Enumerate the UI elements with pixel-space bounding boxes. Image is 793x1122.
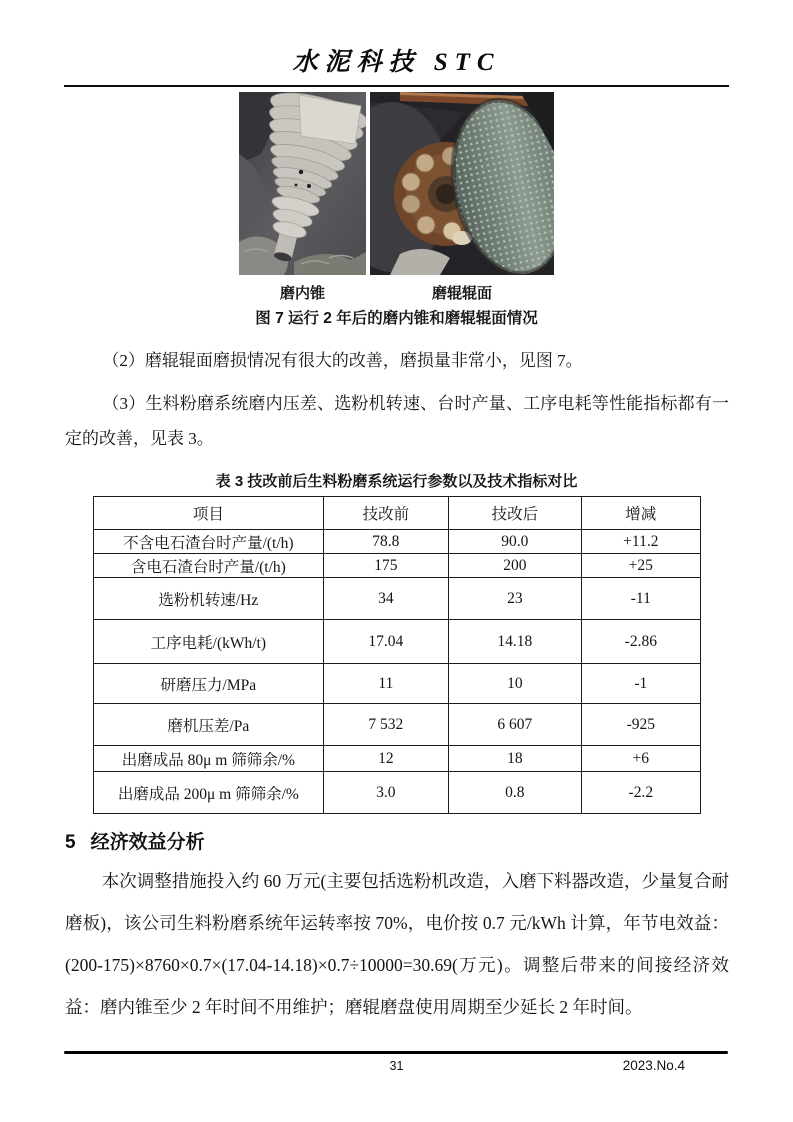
issue-number: 2023.No.4 (622, 1058, 685, 1073)
cell-value: 175 (324, 554, 448, 578)
cell-value: 12 (324, 746, 448, 772)
photo-roller-surface (370, 92, 554, 275)
cell-value: 11 (324, 664, 448, 704)
row-label: 选粉机转速/Hz (93, 578, 324, 620)
row-label: 含电石渣台时产量/(t/h) (93, 554, 324, 578)
table-3 (93, 496, 701, 814)
column-header: 技改前 (324, 497, 448, 530)
footer-rule (64, 1051, 728, 1054)
row-label: 出磨成品 200μ m 筛筛余/% (93, 772, 324, 814)
row-label: 研磨压力/MPa (93, 664, 324, 704)
row-label: 不含电石渣台时产量/(t/h) (93, 530, 324, 554)
cell-value: 18 (448, 746, 582, 772)
cell-value: +11.2 (582, 530, 700, 554)
cell-value: 10 (448, 664, 582, 704)
cell-value: -2.2 (582, 772, 700, 814)
table-header-row (93, 497, 700, 530)
row-label: 出磨成品 80μ m 筛筛余/% (93, 746, 324, 772)
column-header: 增减 (582, 497, 700, 530)
cell-value: 78.8 (324, 530, 448, 554)
cell-value: 7 532 (324, 704, 448, 746)
cell-value: 14.18 (448, 620, 582, 664)
journal-title: 水泥科技 STC (292, 49, 501, 76)
table-row (93, 554, 700, 578)
cell-value: 6 607 (448, 704, 582, 746)
paragraph-3: （3）生料粉磨系统磨内压差、选粉机转速、台时产量、工序电耗等性能指标都有一定的改善，见表 3。 (65, 394, 729, 448)
photo-captions (0, 282, 793, 303)
cell-value: 3.0 (324, 772, 448, 814)
page-number: 31 (389, 1059, 404, 1073)
cell-value: 200 (448, 554, 582, 578)
table-row (93, 772, 700, 814)
table-row (93, 664, 700, 704)
cell-value: 0.8 (448, 772, 582, 814)
cell-value: -1 (582, 664, 700, 704)
caption-inner-cone: 磨内锥 (279, 285, 325, 302)
table-row (93, 620, 700, 664)
figure-7-photos (0, 92, 793, 275)
row-label: 工序电耗/(kWh/t) (93, 620, 324, 664)
column-header: 项目 (93, 497, 324, 530)
caption-roller-surface: 磨辊辊面 (431, 285, 492, 302)
table-row (93, 704, 700, 746)
cell-value: -11 (582, 578, 700, 620)
table-row (93, 530, 700, 554)
cell-value: -2.86 (582, 620, 700, 664)
cell-value: 17.04 (324, 620, 448, 664)
section-number: 5 (65, 832, 76, 853)
table-3-caption: 表 3 技改前后生料粉磨系统运行参数以及技术指标对比 (215, 473, 578, 490)
section-5-heading (65, 827, 729, 854)
figure-7-caption: 图 7 运行 2 年后的磨内锥和磨辊辊面情况 (255, 310, 538, 327)
row-label: 磨机压差/Pa (93, 704, 324, 746)
table-row (93, 578, 700, 620)
cell-value: +25 (582, 554, 700, 578)
economic-analysis-paragraph: 本次调整措施投入约 60 万元(主要包括选粉机改造，入磨下料器改造，少量复合耐磨板)，该公司生料粉磨系统年运转率按 70%，电价按 0.7 元/kWh 计算，年节电效益：(200-175)×8760×0.7×(17.04-14.18)×0.7÷10000=30.69(万元)。调整后带来的间接经济效益：磨内锥至少 2 年时间不用维护；磨辊磨盘使用周期至少延长 2 年时间。 (65, 871, 729, 1017)
photo-mill-inner-cone (239, 92, 366, 275)
header-rule (64, 85, 729, 87)
cell-value: -925 (582, 704, 700, 746)
paragraph-2: （2）磨辊辊面磨损情况有很大的改善，磨损量非常小，见图 7。 (102, 351, 583, 370)
cell-value: 90.0 (448, 530, 582, 554)
table-body (93, 530, 700, 814)
column-header: 技改后 (448, 497, 582, 530)
cell-value: 23 (448, 578, 582, 620)
cell-value: +6 (582, 746, 700, 772)
section-title: 经济效益分析 (90, 832, 205, 853)
cell-value: 34 (324, 578, 448, 620)
table-row (93, 746, 700, 772)
